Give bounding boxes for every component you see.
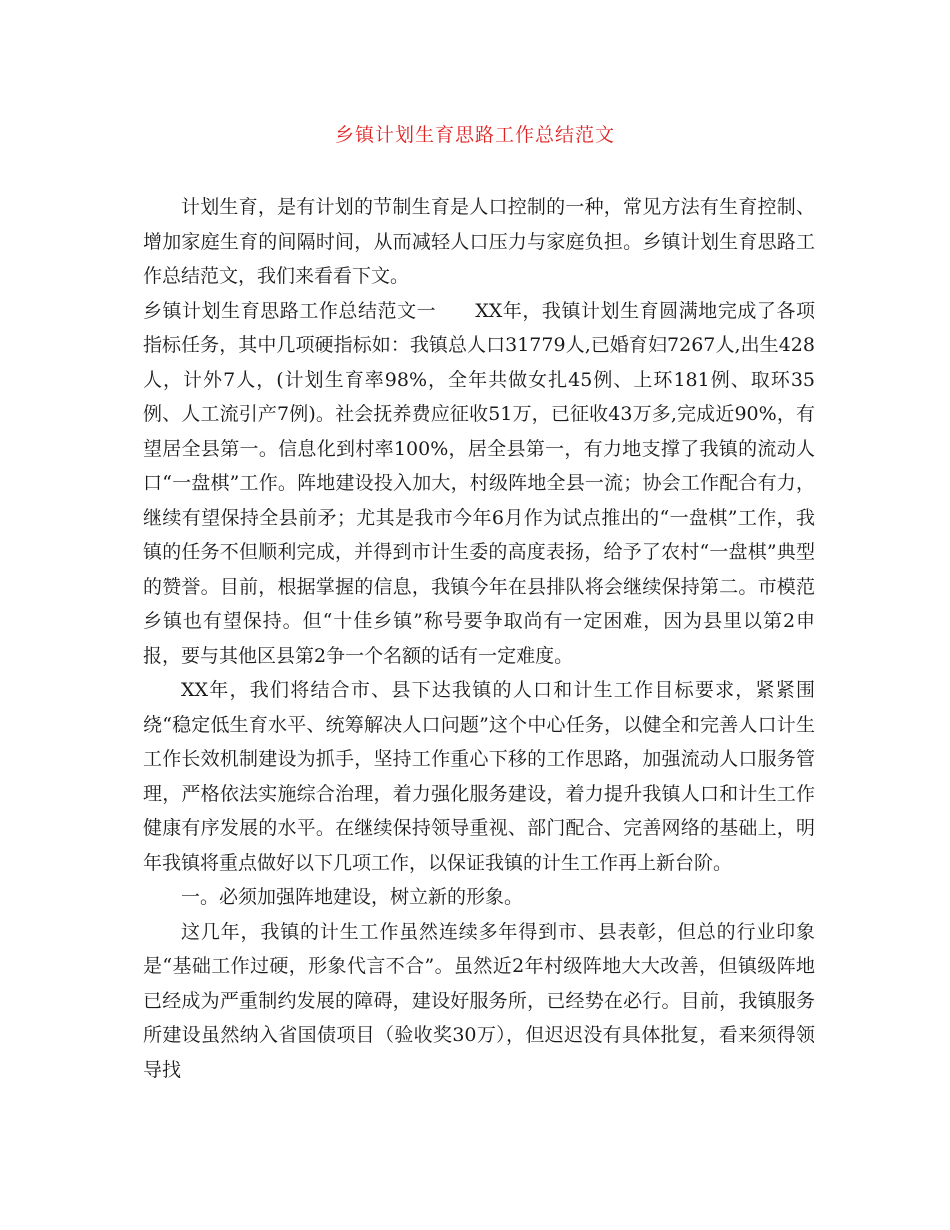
paragraph-next-year-plan: XX年，我们将结合市、县下达我镇的人口和计生工作目标要求，紧紧围绕“稳定低生育水平、统筹解决人口问题”这个中心任务，以健全和完善人口计生工作长效机制建设为抓手，坚持工作重心下移的工作思路，加强流动人口服务管理，严格依法实施综合治理，着力强化服务建设，着力提升我镇人口和计生工作健康有序发展的水平。在继续保持领导重视、部门配合、完善网络的基础上，明年我镇将重点做好以下几项工作，以保证我镇的计生工作再上新台阶。 [143,679,815,874]
document-body [143,190,815,1087]
paragraph-summary-one: 乡镇计划生育思路工作总结范文一 XX年，我镇计划生育圆满地完成了各项指标任务，其中几项硬指标如：我镇总人口31779人,已婚育妇7267人,出生428人，计外7人，(计划生育率98%，全年共做女扎45例、上环181例、取环35例、人工流引产7例)。社会抚养费应征收51万，已征收43万多,完成近90%，有望居全县第一。信息化到村率100%，居全县第一，有力地支撑了我镇的流动人口“一盘棋”工作。阵地建设投入加大，村级阵地全县一流；协会工作配合有力，继续有望保持全县前矛；尤其是我市今年6月作为试点推出的“一盘棋”工作，我镇的任务不但顺利完成，并得到市计生委的高度表扬，给予了农村“一盘棋”典型的赞誉。目前，根据掌握的信息，我镇今年在县排队将会继续保持第二。市模范乡镇也有望保持。但“十佳乡镇”称号要争取尚有一定困难，因为县里以第2申报，要与其他区县第2争一个名额的话有一定难度。 [143,299,815,667]
paragraph-facility-construction: 这几年，我镇的计生工作虽然连续多年得到市、县表彰，但总的行业印象是“基础工作过硬，形象代言不合”。虽然近2年村级阵地大大改善，但镇级阵地已经成为严重制约发展的障碍，建设好服务所，已经势在必行。目前，我镇服务所建设虽然纳入省国债项目（验收奖30万），但迟迟没有具体批复，看来须得领导找 [143,920,815,1081]
document-title: 乡镇计划生育思路工作总结范文 [334,124,615,146]
paragraph-intro: 计划生育，是有计划的节制生育是人口控制的一种，常见方法有生育控制、增加家庭生育的间隔时间，从而减轻人口压力与家庭负担。乡镇计划生育思路工作总结范文，我们来看看下文。 [143,196,815,287]
paragraph-section-heading-one: 一。必须加强阵地建设，树立新的形象。 [181,886,524,908]
